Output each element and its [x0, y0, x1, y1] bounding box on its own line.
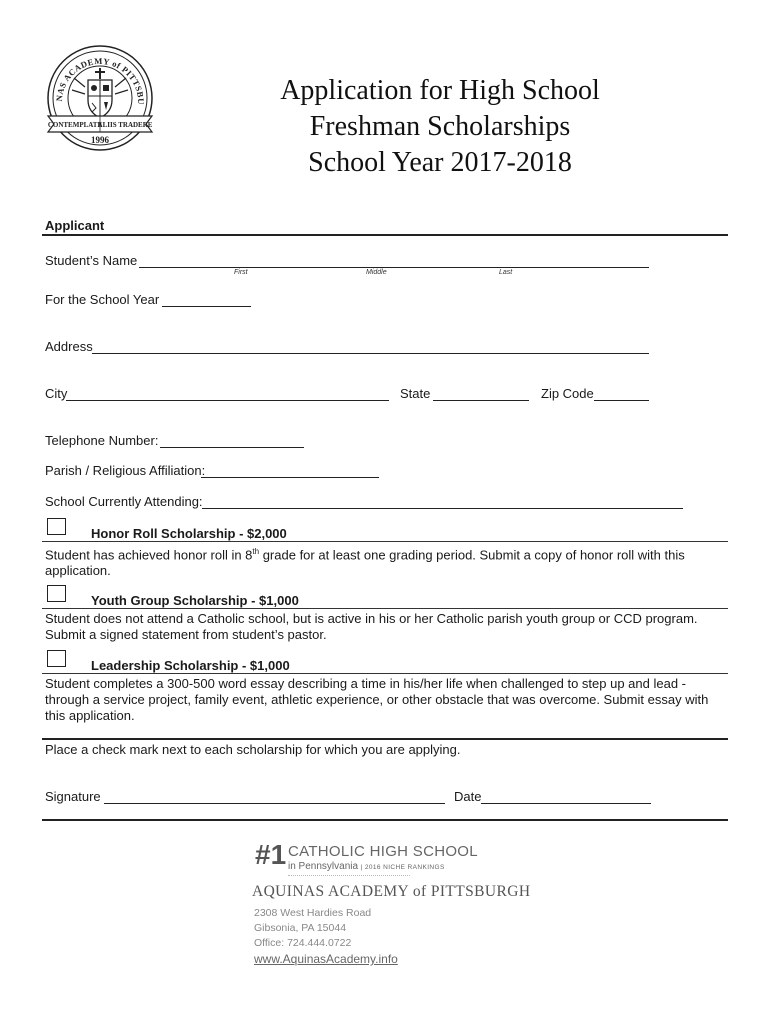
youth-group-divider — [42, 608, 728, 609]
youth-group-checkbox[interactable] — [47, 585, 66, 602]
city-label: City — [45, 386, 68, 401]
honor-roll-desc-post: grade for at least one grading period. Submit a copy of honor roll with this application. — [45, 547, 685, 579]
leadership-checkbox[interactable] — [47, 650, 66, 667]
seal-motto-left: CONTEMPLATE — [47, 121, 103, 129]
seal-motto-right: ALIIS TRADERE — [97, 121, 153, 129]
seal-graphic — [40, 42, 160, 154]
zip-field[interactable] — [594, 386, 649, 401]
instructions-text: Place a check mark next to each scholarship for which you are applying. — [45, 742, 461, 757]
rank-subline — [288, 861, 445, 872]
honor-roll-description — [45, 544, 705, 579]
youth-group-description: Student does not attend a Catholic school, but is active in his or her Catholic parish youth group or CCD program. Submit a signed statement from student’s pastor. — [45, 611, 698, 642]
name-last-hint: Last — [499, 269, 513, 276]
school-year-field[interactable] — [162, 292, 251, 307]
honor-roll-desc-pre: Student has achieved honor roll in 8 — [45, 547, 253, 563]
date-field[interactable] — [481, 789, 651, 804]
rank-underline — [288, 875, 410, 876]
student-name-label: Student’s Name — [45, 253, 138, 268]
rank-state: in Pennsylvania — [288, 861, 359, 872]
leadership-divider — [42, 673, 728, 674]
school-attending-label: School Currently Attending: — [45, 494, 203, 509]
title-line-1: Application for High School — [280, 75, 600, 106]
footer-office-phone: Office: 724.444.0722 — [254, 937, 352, 949]
zip-label: Zip Code — [541, 386, 594, 401]
parish-field[interactable] — [201, 463, 379, 478]
title-line-2: Freshman Scholarships — [309, 111, 571, 142]
leadership-description: Student completes a 300-500 word essay describing a time in his/her life when challenged to step up and lead - through a service project, family event, athletic experience, or other obstacle that was overcome. Submit essay with this application. — [45, 676, 709, 723]
address-field[interactable] — [92, 339, 649, 354]
footer-divider — [42, 819, 728, 821]
state-label: State — [400, 386, 431, 401]
footer-school-name: AQUINAS ACADEMY of PITTSBURGH — [252, 883, 531, 900]
telephone-field[interactable] — [160, 433, 304, 448]
city-field[interactable] — [66, 386, 389, 401]
leadership-title: Leadership Scholarship - $1,000 — [91, 658, 290, 673]
applicant-divider — [42, 234, 728, 236]
rank-source: | 2016 NICHE RANKINGS — [360, 864, 445, 871]
name-middle-hint: Middle — [366, 269, 387, 276]
footer-city-state: Gibsonia, PA 15044 — [254, 922, 347, 934]
signature-field[interactable] — [104, 789, 445, 804]
school-attending-field[interactable] — [202, 494, 683, 509]
honor-roll-desc-sup: th — [252, 547, 260, 556]
signature-label: Signature — [45, 789, 101, 804]
parish-label: Parish / Religious Affiliation: — [45, 463, 206, 478]
state-field[interactable] — [433, 386, 529, 401]
youth-group-title: Youth Group Scholarship - $1,000 — [91, 593, 299, 608]
seal-name-text: NAS ACADEMY of PITTSBU — [53, 55, 147, 105]
honor-roll-divider — [42, 541, 728, 542]
telephone-label: Telephone Number: — [45, 433, 159, 448]
name-first-hint: First — [234, 269, 248, 276]
footer-website-link[interactable]: www.AquinasAcademy.info — [254, 952, 398, 966]
date-label: Date — [454, 789, 482, 804]
title-line-3: School Year 2017-2018 — [308, 147, 572, 178]
instructions-divider — [42, 738, 728, 740]
honor-roll-title: Honor Roll Scholarship - $2,000 — [91, 526, 287, 541]
applicant-section-label: Applicant — [45, 218, 105, 233]
footer-street: 2308 West Hardies Road — [254, 907, 372, 919]
student-name-field[interactable] — [139, 253, 649, 268]
rank-title: CATHOLIC HIGH SCHOOL — [288, 843, 478, 860]
rank-number: #1 — [255, 839, 287, 870]
address-label: Address — [45, 339, 93, 354]
school-year-label: For the School Year — [45, 292, 160, 307]
honor-roll-checkbox[interactable] — [47, 518, 66, 535]
school-seal — [40, 42, 160, 154]
seal-year: 1996 — [91, 135, 109, 145]
